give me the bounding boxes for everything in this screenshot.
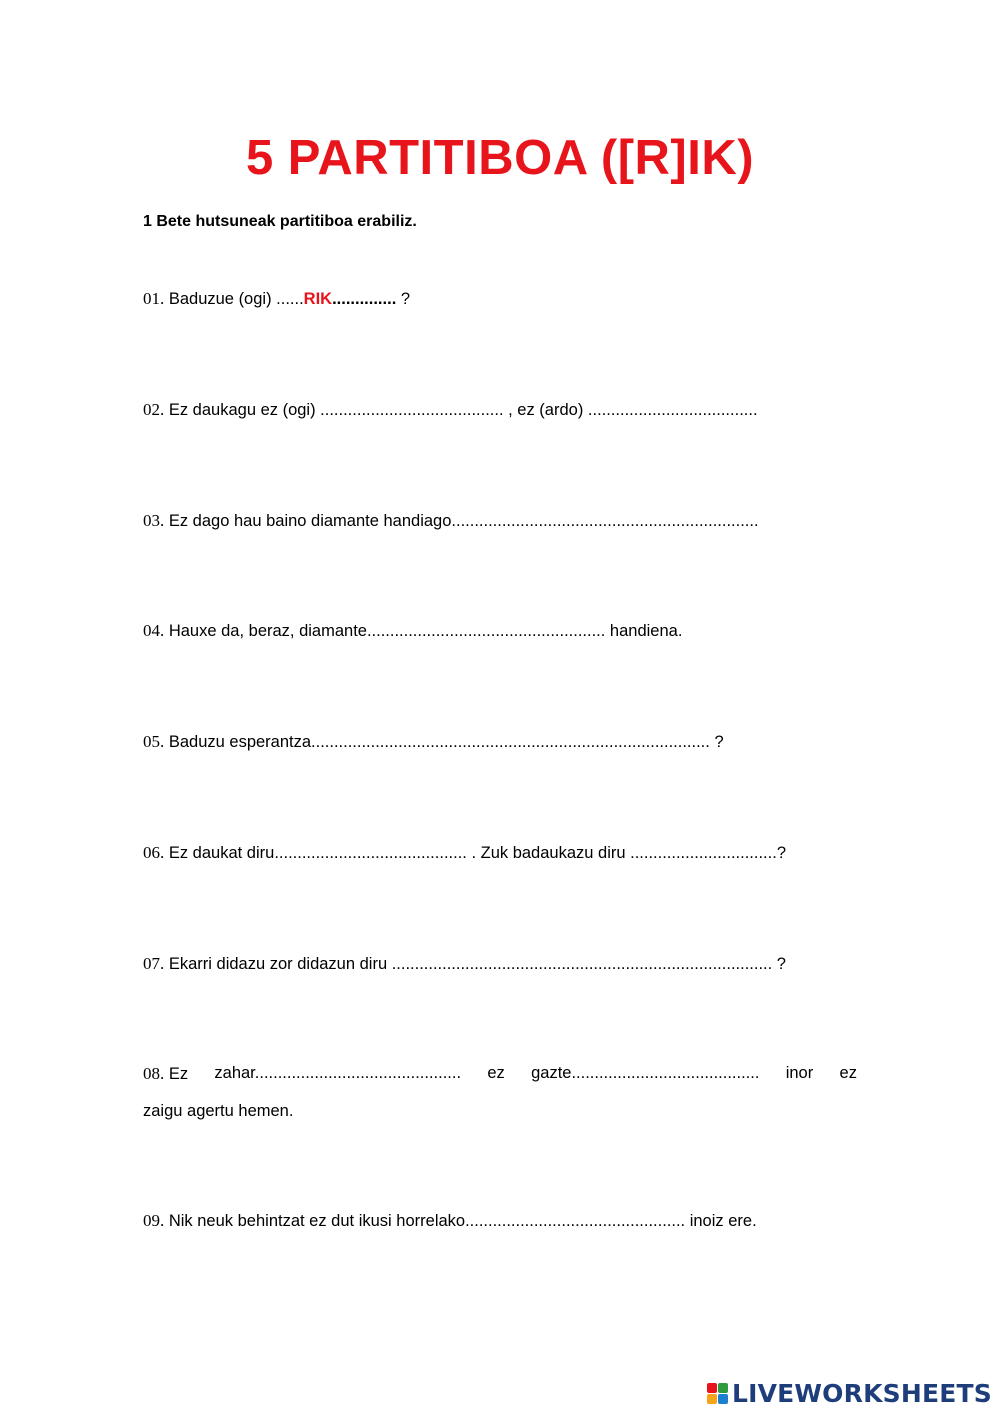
item-line [143, 1055, 857, 1093]
blank-zahar[interactable]: zahar............................................. [214, 1064, 462, 1082]
liveworksheets-logo-icon [707, 1383, 728, 1404]
item-text[interactable]: Ez dago hau baino diamante handiago................................................................... [168, 512, 759, 530]
item-text[interactable]: Hauxe da, beraz, diamante.................................................... handiena. [168, 622, 683, 640]
item-text[interactable]: Ez daukagu ez (ogi) ........................................ , ez (ardo) ..................................... [168, 401, 758, 419]
exercise-item-06 [143, 834, 857, 872]
exercise-item-02 [143, 391, 857, 429]
exercise-item-04 [143, 612, 857, 650]
item-word: ez [487, 1064, 505, 1082]
item-text[interactable]: Ekarri didazu zor didazun diru ................................................................................... ? [168, 955, 786, 973]
exercise-item-08 [143, 1055, 857, 1130]
answer-input[interactable]: RIK [303, 290, 333, 308]
item-word: ez [839, 1064, 857, 1082]
logo-text: LIVEWORKSHEETS [731, 1378, 992, 1408]
exercise-item-09 [143, 1202, 857, 1240]
item-text[interactable]: Ez daukat diru.......................................... . Zuk badaukazu diru ................................? [168, 844, 786, 862]
item-word: inor [785, 1064, 814, 1082]
item-number: 06. [143, 843, 165, 862]
exercise-item-01 [143, 280, 857, 318]
item-number: 02. [143, 400, 165, 419]
liveworksheets-logo [707, 1375, 992, 1411]
blank-gazte[interactable]: gazte......................................... [531, 1064, 760, 1082]
item-text[interactable]: Baduzu esperantza....................................................................................... ? [168, 733, 724, 751]
blank-dots: .............. [332, 290, 397, 308]
page-title: 5 PARTITIBOA ([R]IK) [245, 131, 755, 185]
item-number: 08. [143, 1064, 165, 1083]
exercise-item-05 [143, 723, 857, 761]
item-word: Ez [168, 1065, 189, 1083]
item-continuation: zaigu agertu hemen. [143, 1102, 294, 1120]
item-text-end: ? [396, 290, 411, 308]
item-text: Baduzue (ogi) ...... [168, 290, 304, 308]
exercise-item-03 [143, 502, 857, 540]
item-number: 01. [143, 289, 165, 308]
item-number: 03. [143, 511, 165, 530]
instruction: 1 Bete hutsuneak partitiboa erabiliz. [143, 213, 417, 230]
item-number: 07. [143, 954, 165, 973]
item-number: 09. [143, 1211, 165, 1230]
item-text[interactable]: Nik neuk behintzat ez dut ikusi horrelako................................................ inoiz ere. [168, 1212, 757, 1230]
item-number: 04. [143, 621, 165, 640]
item-number: 05. [143, 732, 165, 751]
exercise-item-07 [143, 945, 857, 983]
